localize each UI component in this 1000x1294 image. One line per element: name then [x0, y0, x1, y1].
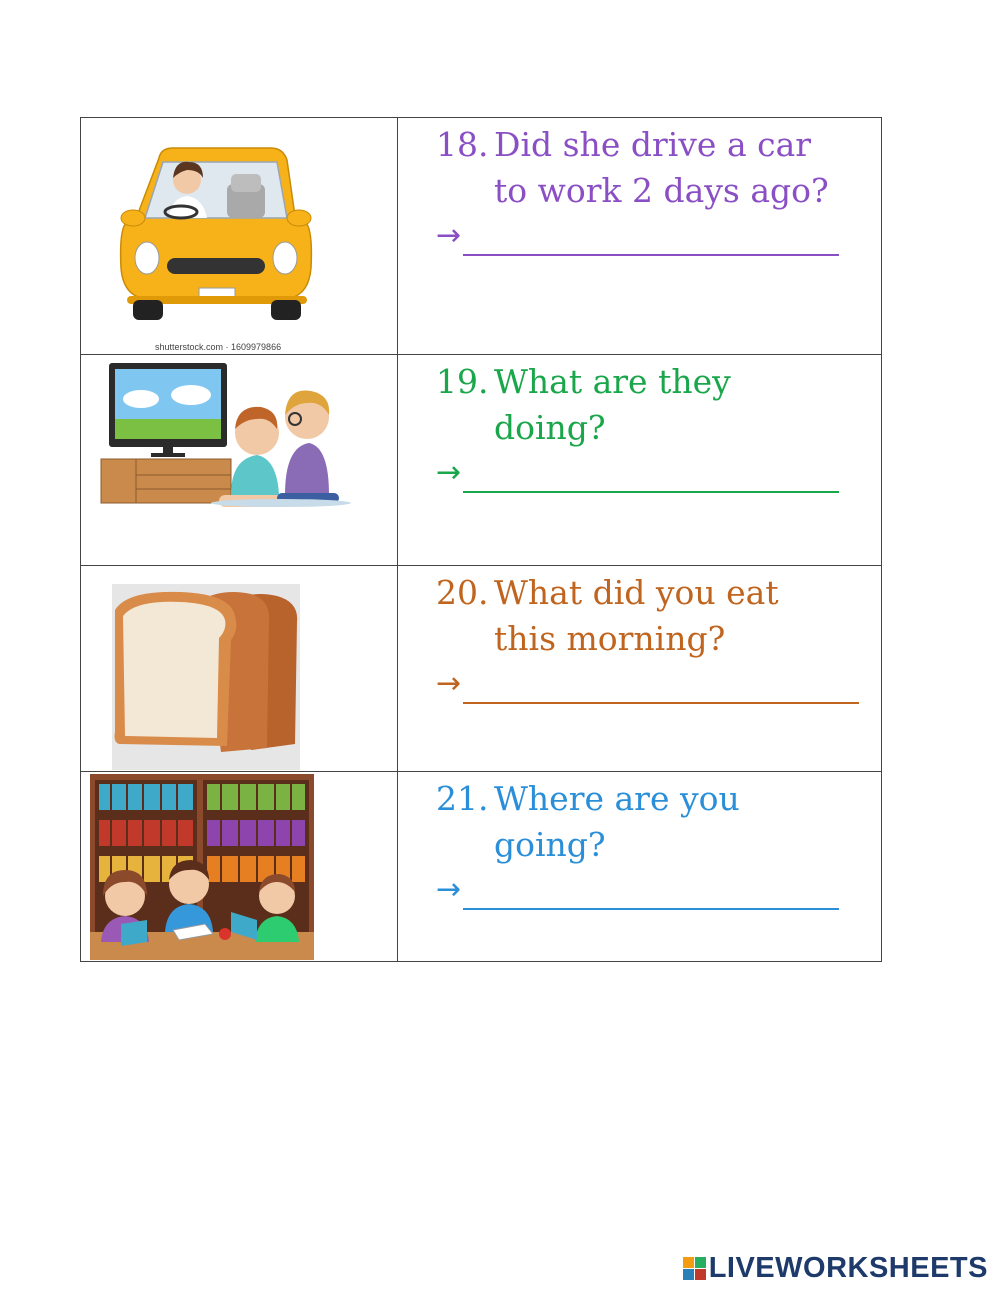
question-row-19	[81, 355, 882, 566]
question-row-18	[81, 118, 882, 355]
library-illustration	[81, 772, 397, 962]
question-row-20	[81, 566, 882, 772]
answer-line	[436, 453, 839, 493]
bread-illustration	[81, 566, 397, 772]
answer-input-21[interactable]	[463, 874, 839, 910]
arrow-icon: →	[436, 218, 462, 253]
answer-input-18[interactable]	[463, 220, 839, 256]
worksheet-table	[80, 117, 882, 962]
question-number: 21.	[436, 779, 489, 818]
question-text-line1: Did she drive a car	[494, 125, 812, 164]
question-text-line2: to work 2 days ago?	[494, 171, 829, 210]
question-cell	[398, 772, 882, 962]
question-text-line1: Where are you	[494, 779, 740, 818]
question-number: 20.	[436, 573, 489, 612]
answer-line	[436, 216, 839, 256]
image-cell	[81, 355, 398, 566]
question-cell	[398, 566, 882, 772]
question-number: 18.	[436, 125, 489, 164]
answer-line	[436, 664, 859, 704]
image-cell	[81, 118, 398, 355]
arrow-icon: →	[436, 666, 462, 701]
liveworksheets-badge-icon	[683, 1257, 707, 1281]
question-row-21	[81, 772, 882, 962]
question-text-line2: this morning?	[494, 619, 726, 658]
question-cell	[398, 118, 882, 355]
question-text-line1: What did you eat	[494, 573, 779, 612]
car-illustration	[81, 118, 397, 355]
arrow-icon: →	[436, 455, 462, 490]
answer-input-19[interactable]	[463, 457, 839, 493]
question-text-line2: doing?	[494, 408, 606, 447]
question-text-line1: What are they	[494, 362, 731, 401]
question-text-line2: going?	[494, 825, 606, 864]
kids-watching-tv-illustration	[81, 355, 397, 566]
image-cell	[81, 772, 398, 962]
answer-line	[436, 870, 839, 910]
image-cell	[81, 566, 398, 772]
image-credit: shutterstock.com · 1609979866	[155, 342, 282, 352]
arrow-icon: →	[436, 872, 462, 907]
liveworksheets-logo	[683, 1252, 988, 1285]
logo-text: LIVEWORKSHEETS	[708, 1252, 988, 1284]
question-number: 19.	[436, 362, 489, 401]
answer-input-20[interactable]	[463, 668, 859, 704]
question-cell	[398, 355, 882, 566]
